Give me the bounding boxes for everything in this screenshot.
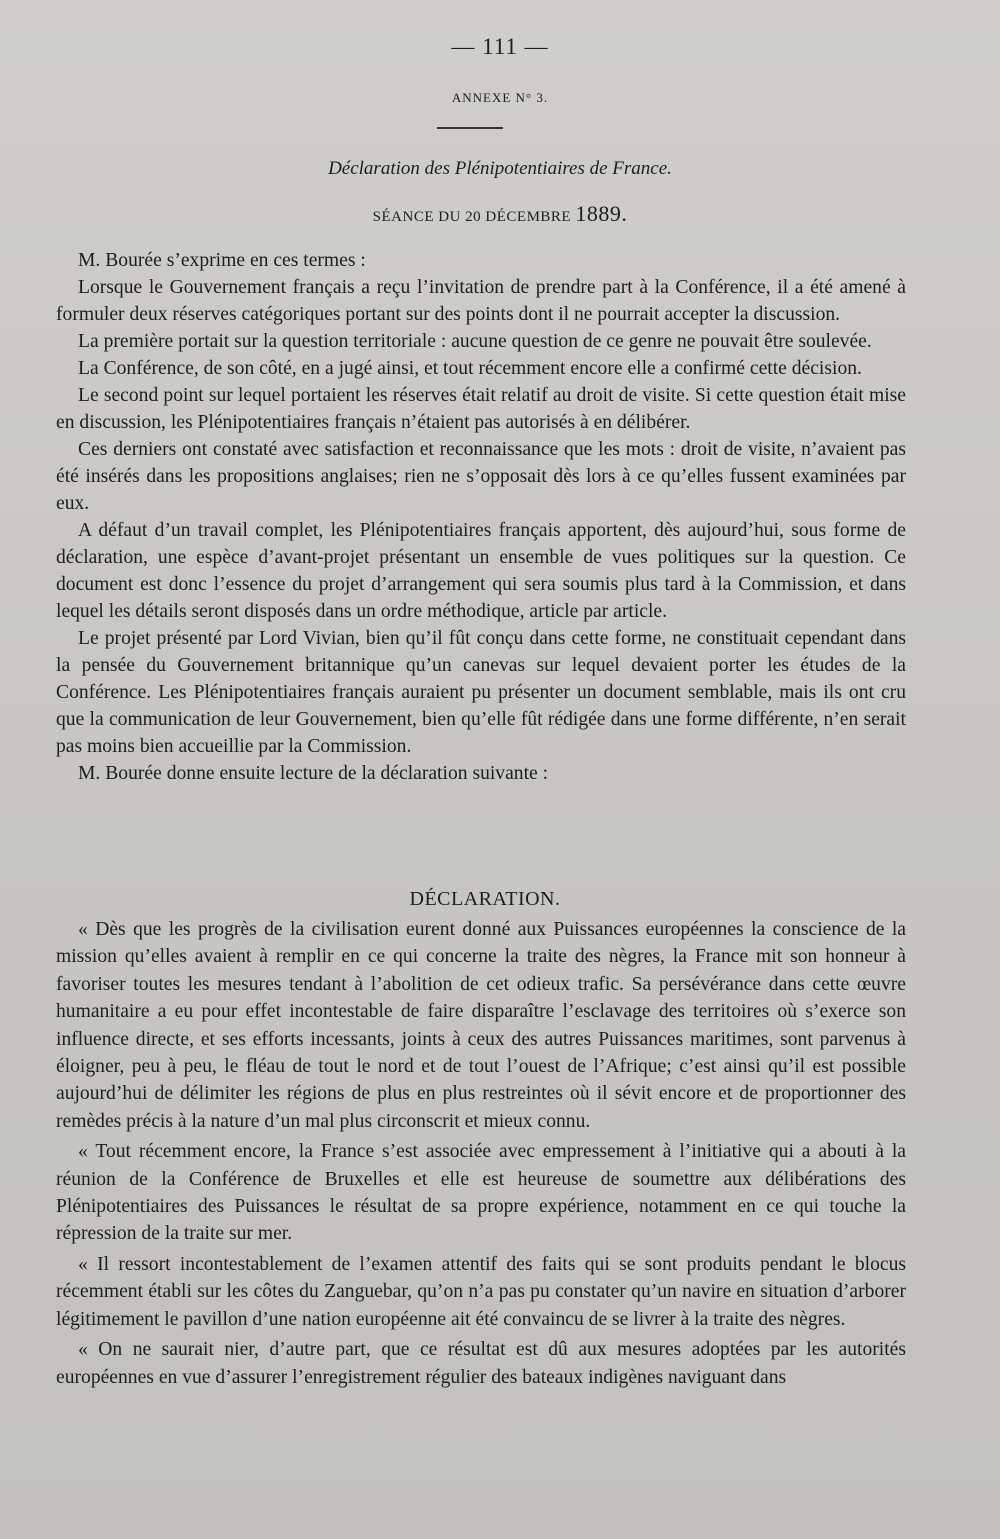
paragraph: La première portait sur la question territoriale : aucune question de ce genre ne pouvait être soulevée.	[78, 331, 872, 352]
paragraph: La Conférence, de son côté, en a jugé ainsi, et tout récemment encore elle a confirmé cette décision.	[78, 358, 862, 379]
paragraph: Le projet présenté par Lord Vivian, bien qu’il fût conçu dans cette forme, ne constituait cependant dans la pensée du Gouvernement britannique qu’un canevas sur lequel devaient porter les études de la Conférence. Les Plénipotentiaires français auraient pu présenter un document semblable, mais ils ont cru que la communication de leur Gouvernement, bien qu’elle fût rédigée dans une forme différente, n’en serait pas moins bien accueillie par la Commission.	[56, 628, 906, 757]
session-year: 1889.	[575, 201, 628, 226]
document-title: Déclaration des Plénipotentiaires de France.	[328, 158, 672, 179]
session-label: SÉANCE DU 20 DÉCEMBRE	[372, 209, 572, 225]
paragraph: Ces derniers ont constaté avec satisfaction et reconnaissance que les mots : droit de visite, n’avaient pas été insérés dans les propositions anglaises; rien ne s’opposait dès lors à ce qu’elles fussent examinées par eux.	[56, 439, 906, 514]
divider-rule	[437, 127, 503, 129]
paragraph: « Il ressort incontestablement de l’examen attentif des faits qui se sont produits pendant le blocus récemment établi sur les côtes du Zanguebar, qu’on n’a pas pu constater qu’un navire en situation d’arborer légitimement le pavillon d’une nation européenne ait été convaincu de se livrer à la traite des nègres.	[56, 1253, 906, 1330]
annex-label: ANNEXE N° 3.	[451, 90, 549, 105]
paragraph: « Dès que les progrès de la civilisation eurent donné aux Puissances européennes la conscience de la mission qu’elles avaient à remplir en ce qui concerne la traite des nègres, la France mit son honneur à favoriser toutes les mesures tendant à l’abolition de cet odieux trafic. Sa persévérance dans cette œuvre humanitaire a eu pour effet incontestable de faire disparaître l’esclavage des territoires où s’exerce son influence directe, et ses efforts incessants, joints à ceux des autres Puissances maritimes, sont parvenus à éloigner, peu à peu, le fléau de tout le nord et de tout l’ouest de l’Afrique; c’est ainsi qu’il est possible aujourd’hui de délimiter les régions de plus en plus restreintes où il sévit encore et de proportionner des remèdes précis à la nature d’un mal plus circonscrit et mieux connu.	[56, 919, 906, 1132]
declaration-heading: DÉCLARATION.	[409, 888, 561, 910]
paragraph: M. Bourée s’exprime en ces termes :	[78, 250, 366, 271]
declaration-text	[56, 916, 906, 1394]
paragraph: M. Bourée donne ensuite lecture de la déclaration suivante :	[78, 763, 549, 784]
session-date	[0, 201, 1000, 227]
paragraph: Lorsque le Gouvernement français a reçu l’invitation de prendre part à la Conférence, il a été amené à formuler deux réserves catégoriques portant sur des points dont il ne pourrait accepter la discussion.	[56, 277, 906, 325]
paragraph: « Tout récemment encore, la France s’est associée avec empressement à l’initiative qui a abouti à la réunion de la Conférence de Bruxelles et elle est heureuse de soumettre aux délibérations des Plénipotentiaires des Puissances le résultat de sa propre expérience, notamment en ce qui touche la répression de la traite sur mer.	[56, 1141, 906, 1245]
minutes-text	[56, 247, 906, 787]
paragraph: « On ne saurait nier, d’autre part, que ce résultat est dû aux mesures adoptées par les autorités européennes en vue d’assurer l’enregistrement régulier des bateaux indigènes naviguant dans	[56, 1339, 906, 1388]
paragraph: Le second point sur lequel portaient les réserves était relatif au droit de visite. Si cette question était mise en discussion, les Plénipotentiaires français n’étaient pas autorisés à en délibérer.	[56, 385, 906, 433]
page-number: — 111 —	[451, 34, 549, 59]
paragraph: A défaut d’un travail complet, les Plénipotentiaires français apportent, dès aujourd’hui, sous forme de déclaration, une espèce d’avant-projet présentant un ensemble de vues politiques sur la question. Ce document est donc l’essence du projet d’arrangement qui sera soumis plus tard à la Commission, et dans lequel les détails seront disposés dans un ordre méthodique, article par article.	[56, 520, 906, 622]
